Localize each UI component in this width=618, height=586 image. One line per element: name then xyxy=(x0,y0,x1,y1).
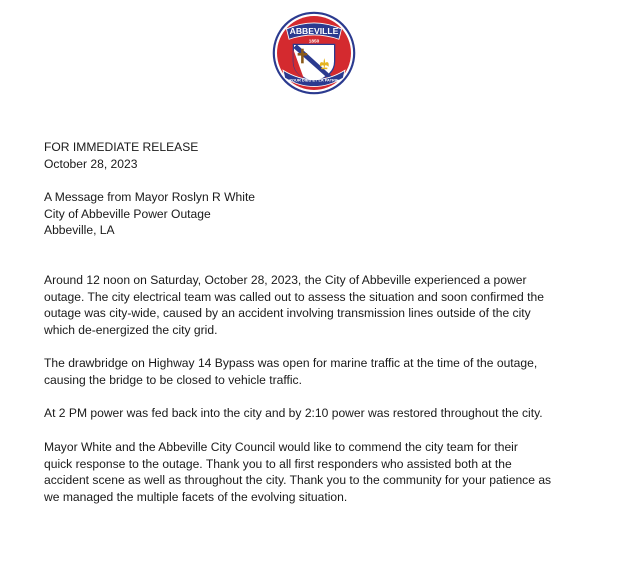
message-title: A Message from Mayor Roslyn R White xyxy=(44,190,256,204)
paragraph-line: which de-energized the city grid. xyxy=(44,322,218,337)
seal-motto: POUR DIEU ET LA PATRIE xyxy=(289,77,339,83)
paragraph-line: outage. The city electrical team was called out to assess the situation and soon confirmed the xyxy=(44,289,544,304)
paragraph-line: causing the bridge to be closed to vehicle traffic. xyxy=(44,372,302,387)
body-paragraph-4 xyxy=(44,439,584,505)
release-header xyxy=(44,139,584,172)
body-paragraph-1 xyxy=(44,272,584,338)
body-paragraph-2 xyxy=(44,355,584,388)
city-seal-icon xyxy=(271,10,357,96)
body-paragraph-3 xyxy=(44,405,584,422)
paragraph-line: quick response to the outage. Thank you to all first responders who assisted both at the xyxy=(44,456,512,471)
release-date: October 28, 2023 xyxy=(44,156,138,171)
seal-top-text: ABBEVILLE xyxy=(289,26,339,37)
message-subject: City of Abbeville Power Outage xyxy=(44,206,211,221)
paragraph-line: The drawbridge on Highway 14 Bypass was open for marine traffic at the time of the outage, xyxy=(44,356,538,370)
seal-year: 1850 xyxy=(308,39,320,45)
paragraph-line: Mayor White and the Abbeville City Council would like to commend the city team for their xyxy=(44,440,518,454)
city-seal xyxy=(271,10,357,96)
message-header xyxy=(44,189,584,239)
paragraph-line: At 2 PM power was fed back into the city and by 2:10 power was restored throughout the city. xyxy=(44,406,543,420)
release-label: FOR IMMEDIATE RELEASE xyxy=(44,140,199,154)
paragraph-line: we managed the multiple facets of the evolving situation. xyxy=(44,489,348,504)
message-location: Abbeville, LA xyxy=(44,223,115,237)
paragraph-line: outage was city-wide, caused by an accident involving transmission lines outside of the city xyxy=(44,306,531,320)
paragraph-line: Around 12 noon on Saturday, October 28, 2023, the City of Abbeville experienced a power xyxy=(44,273,527,287)
paragraph-line: accident scene as well as throughout the city. Thank you to the community for your patience as xyxy=(44,473,552,487)
